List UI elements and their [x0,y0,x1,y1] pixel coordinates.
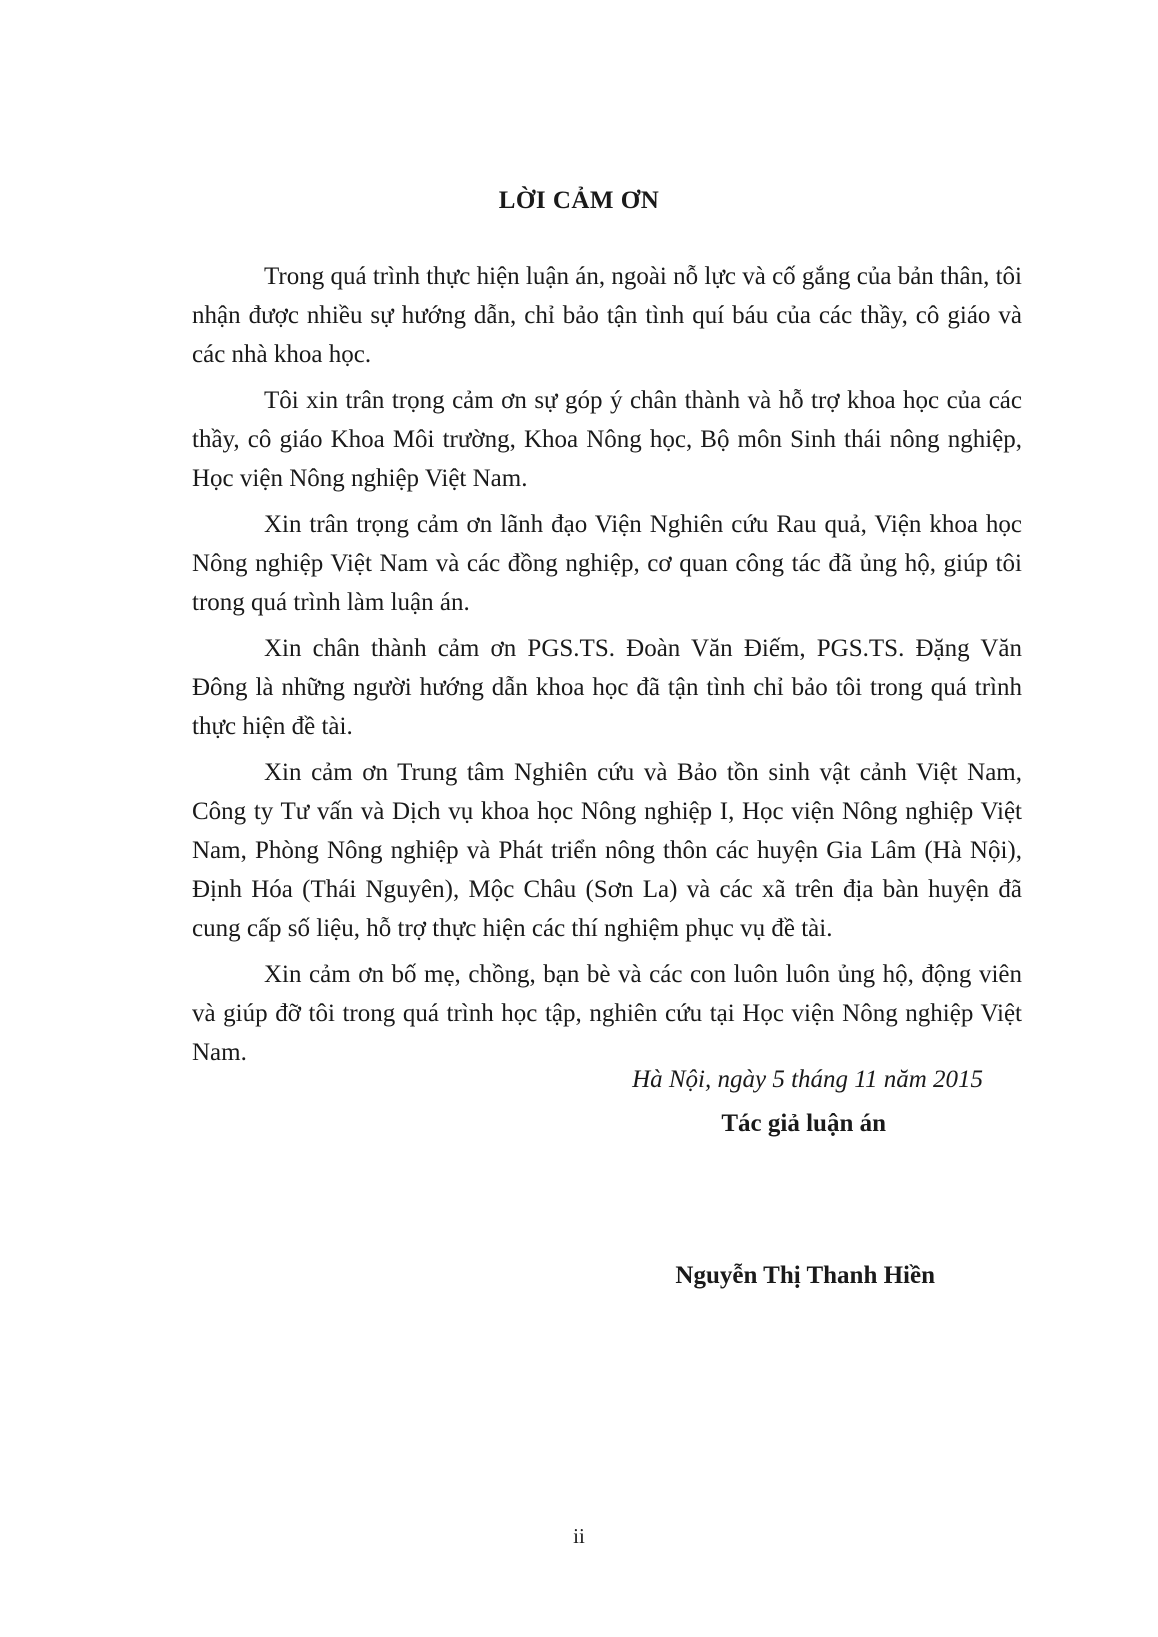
paragraph-3: Xin trân trọng cảm ơn lãnh đạo Viện Nghiên cứu Rau quả, Viện khoa học Nông nghiệp Việt Nam và các đồng nghiệp, cơ quan công tác đã ủng hộ, giúp tôi trong quá trình làm luận án. [192,511,1022,616]
author-name: Nguyễn Thị Thanh Hiền [675,1262,935,1289]
page-title: LỜI CẢM ƠN [498,187,660,214]
paragraph-5: Xin cảm ơn Trung tâm Nghiên cứu và Bảo tồn sinh vật cảnh Việt Nam, Công ty Tư vấn và Dịch vụ khoa học Nông nghiệp I, Học viện Nông nghiệp Việt Nam, Phòng Nông nghiệp và Phát triển nông thôn các huyện Gia Lâm (Hà Nội), Định Hóa (Thái Nguyên), Mộc Châu (Sơn La) và các xã trên địa bàn huyện đã cung cấp số liệu, hỗ trợ thực hiện các thí nghiệm phục vụ đề tài. [192,759,1022,942]
paragraph-1: Trong quá trình thực hiện luận án, ngoài nỗ lực và cố gắng của bản thân, tôi nhận được nhiều sự hướng dẫn, chỉ bảo tận tình quí báu của các thầy, cô giáo và các nhà khoa học. [192,263,1022,368]
paragraph-2: Tôi xin trân trọng cảm ơn sự góp ý chân thành và hỗ trợ khoa học của các thầy, cô giáo Khoa Môi trường, Khoa Nông học, Bộ môn Sinh thái nông nghiệp, Học viện Nông nghiệp Việt Nam. [192,387,1022,492]
acknowledgement-body [192,257,1022,1079]
page-number: ii [573,1524,585,1548]
author-role: Tác giả luận án [721,1110,886,1137]
date-line: Hà Nội, ngày 5 tháng 11 năm 2015 [632,1066,983,1093]
paragraph-4: Xin chân thành cảm ơn PGS.TS. Đoàn Văn Điếm, PGS.TS. Đặng Văn Đông là những người hướng dẫn khoa học đã tận tình chỉ bảo tôi trong quá trình thực hiện đề tài. [192,635,1022,740]
paragraph-6: Xin cảm ơn bố mẹ, chồng, bạn bè và các con luôn luôn ủng hộ, động viên và giúp đỡ tôi trong quá trình học tập, nghiên cứu tại Học viện Nông nghiệp Việt Nam. [192,961,1022,1066]
